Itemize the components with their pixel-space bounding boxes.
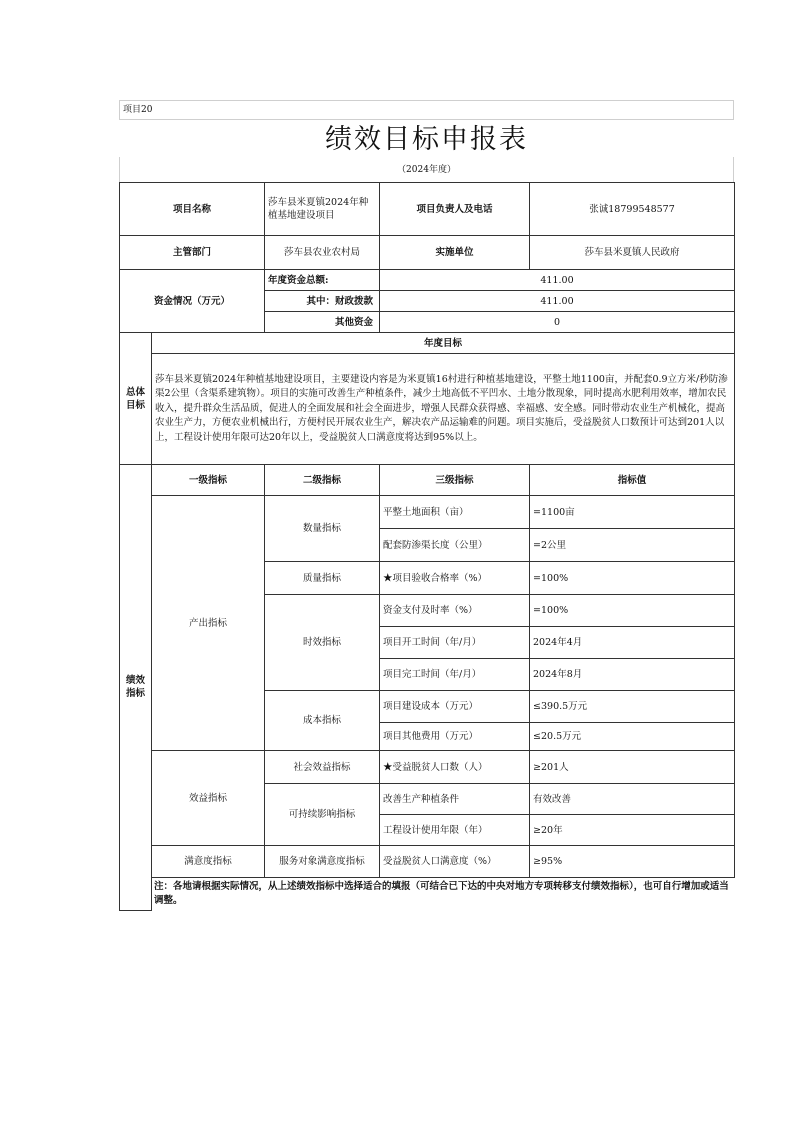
indicator-value: ≤20.5万元 (530, 723, 735, 751)
footnote: 注：各地请根据实际情况，从上述绩效指标中选择适合的填报（可结合已下达的中央对地方专项转移支付绩效指标），也可自行增加或适当调整。 (152, 878, 735, 911)
basic-row-1 (120, 183, 735, 236)
indicator-value: =100% (530, 595, 735, 627)
indicator-name: 项目完工时间（年/月） (380, 659, 530, 691)
declaration-table (119, 182, 735, 911)
indicator-value: ≥201人 (530, 751, 735, 784)
indicator-value: =1100亩 (530, 496, 735, 529)
perf-header-l2: 二级指标 (265, 465, 380, 496)
indicator-value: =2公里 (530, 529, 735, 562)
indicator-value: ≤390.5万元 (530, 691, 735, 723)
l2-timeliness: 时效指标 (265, 595, 380, 691)
indicator-name: 资金支付及时率（%） (380, 595, 530, 627)
indicator-value: 2024年4月 (530, 627, 735, 659)
l2-quantity: 数量指标 (265, 496, 380, 562)
indicator-name: ★受益脱贫人口数（人） (380, 751, 530, 784)
impl-label: 实施单位 (380, 236, 530, 270)
basic-row-2 (120, 236, 735, 270)
year-label: （2024年度） (119, 157, 734, 182)
indicator-name: 受益脱贫人口满意度（%） (380, 846, 530, 878)
project-name: 莎车县米夏镇2024年种植基地建设项目 (265, 183, 380, 236)
indicator-name: 项目其他费用（万元） (380, 723, 530, 751)
indicator-value: ≥95% (530, 846, 735, 878)
funds-other-value: 0 (380, 312, 735, 333)
indicator-name: ★项目验收合格率（%） (380, 562, 530, 595)
impl-value: 莎车县米夏镇人民政府 (530, 236, 735, 270)
l2-service: 服务对象满意度指标 (265, 846, 380, 878)
funds-total-value: 411.00 (380, 270, 735, 291)
table-row (120, 846, 735, 878)
funds-row-total (120, 270, 735, 291)
goal-side-label: 总体目标 (120, 333, 152, 465)
note-row (120, 878, 735, 911)
indicator-value: 2024年8月 (530, 659, 735, 691)
dept-value: 莎车县农业农村局 (265, 236, 380, 270)
indicator-name: 项目开工时间（年/月） (380, 627, 530, 659)
indicator-value: 有效改善 (530, 784, 735, 815)
funds-label: 资金情况（万元） (120, 270, 265, 333)
l2-quality: 质量指标 (265, 562, 380, 595)
funds-fiscal-label: 其中：财政拨款 (265, 291, 380, 312)
indicator-name: 工程设计使用年限（年） (380, 815, 530, 846)
contact-value: 张诚18799548577 (530, 183, 735, 236)
l1-output: 产出指标 (152, 496, 265, 751)
perf-side-label: 绩效指标 (120, 465, 152, 911)
page-title: 绩效目标申报表 (325, 124, 528, 155)
table-row (120, 751, 735, 784)
indicator-name: 平整土地面积（亩） (380, 496, 530, 529)
indicator-name: 项目建设成本（万元） (380, 691, 530, 723)
indicator-name: 配套防渗渠长度（公里） (380, 529, 530, 562)
l1-satisfaction: 满意度指标 (152, 846, 265, 878)
perf-header-l1: 一级指标 (152, 465, 265, 496)
dept-label: 主管部门 (120, 236, 265, 270)
goal-header-row (120, 333, 735, 354)
perf-header-row (120, 465, 735, 496)
l1-benefit: 效益指标 (152, 751, 265, 846)
funds-fiscal-value: 411.00 (380, 291, 735, 312)
perf-header-l3: 三级指标 (380, 465, 530, 496)
goal-text: 莎车县米夏镇2024年种植基地建设项目，主要建设内容是为米夏镇16村进行种植基地建设，平整土地1100亩，并配套0.9立方米/秒防渗渠2公里（含渠系建筑物）。项目的实施可改善生产种植条件，减少土地高低不平凹水、土地分散现象，同时提高水肥利用效率，增加农民收入，提升群众生活品质，促进人的全面发展和社会全面进步，增强人民群众获得感、幸福感、安全感。同时带动农业生产机械化，提高农业生产力，方便农业机械出行，方便村民开展农业生产，解决农产品运输难的问题。项目实施后，受益脱贫人口数预计可达到201人以上，工程设计使用年限可达20年以上，受益脱贫人口满意度将达到95%以上。 (152, 354, 735, 465)
table-row (120, 496, 735, 529)
contact-label: 项目负责人及电话 (380, 183, 530, 236)
l2-sustainable: 可持续影响指标 (265, 784, 380, 846)
project-number: 项目20 (119, 100, 734, 120)
funds-total-label: 年度资金总额: (265, 270, 380, 291)
funds-other-label: 其他资金 (265, 312, 380, 333)
project-name-label: 项目名称 (120, 183, 265, 236)
l2-cost: 成本指标 (265, 691, 380, 751)
perf-header-value: 指标值 (530, 465, 735, 496)
goal-header: 年度目标 (152, 333, 735, 354)
goal-text-row (120, 354, 735, 465)
indicator-value: ≥20年 (530, 815, 735, 846)
l2-social: 社会效益指标 (265, 751, 380, 784)
indicator-value: =100% (530, 562, 735, 595)
indicator-name: 改善生产种植条件 (380, 784, 530, 815)
